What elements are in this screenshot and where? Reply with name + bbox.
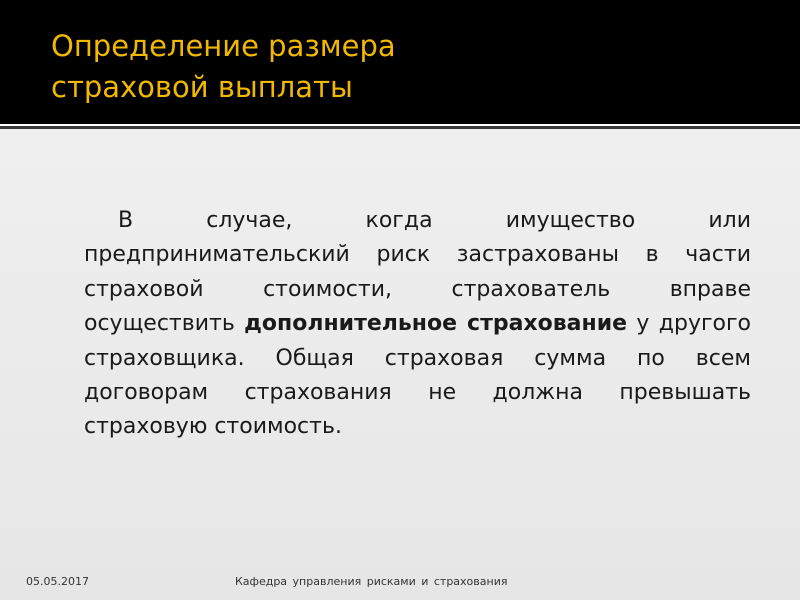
slide-title bbox=[51, 26, 396, 108]
title-bar bbox=[0, 0, 800, 124]
slide-title-line-2: страховой выплаты bbox=[51, 70, 353, 104]
footer-date: 05.05.2017 bbox=[26, 575, 89, 588]
body-paragraph bbox=[84, 204, 751, 445]
footer-department: Кафедра управления рисками и страхования bbox=[235, 575, 508, 588]
slide-title-line-1: Определение размера bbox=[51, 29, 396, 63]
body-text-part-2: у другого страховщика. Общая страховая сумма по всем договорам страхования не должна превышать страховую стоимость. bbox=[84, 311, 751, 440]
header-divider-dark bbox=[0, 126, 800, 129]
body-text-bold: дополнительное страхование bbox=[244, 311, 628, 337]
body-text-part-1: В случае, когда имущество или предпринимательский риск застрахованы в части страховой стоимости, страхователь вправе осуществить bbox=[84, 208, 751, 337]
